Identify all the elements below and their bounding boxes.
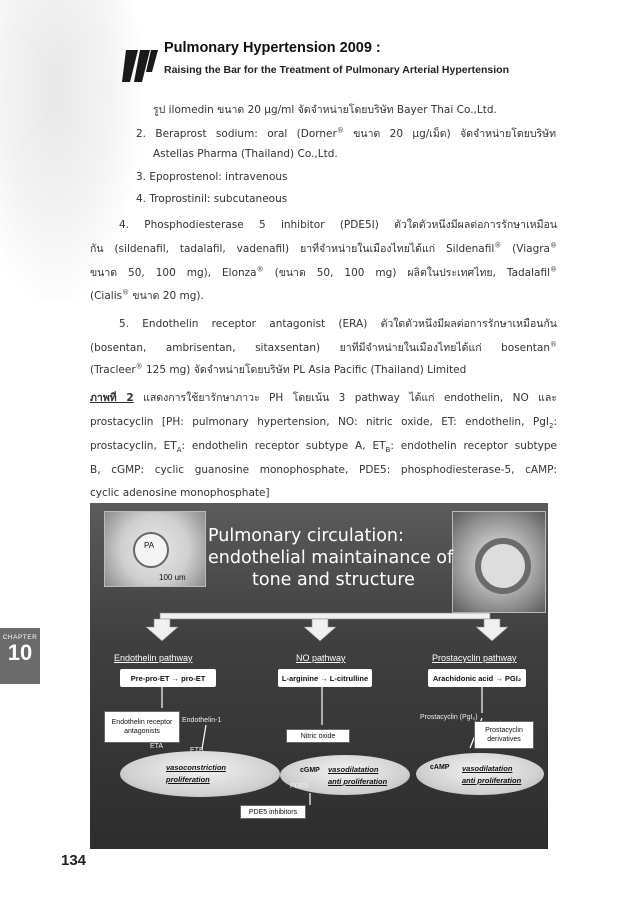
cgmp-label: cGMP xyxy=(300,767,320,774)
caption-line-2 xyxy=(90,415,557,429)
pde5-line-4 xyxy=(90,289,204,303)
era-line-3-b: 125 mg) จัดจำหน่ายโดยบริษัท PL Asia Pacific (Thailand) Limited xyxy=(142,364,467,376)
figure-title-line-1: Pulmonary circulation: xyxy=(208,526,404,546)
vasodilatation-prostacyclin-label: vasodilatation xyxy=(462,764,513,773)
era-line-2 xyxy=(90,341,557,355)
subscript-a: A xyxy=(176,446,182,453)
caption-line-4-text: B, cGMP: cyclic guanosine monophosphate, PDE5: phosphodiesterase-5, cAMP: xyxy=(90,464,557,476)
prostacyclin-pgi2-label: Prostacyclin (PgI₂) xyxy=(420,714,478,721)
header-subtitle: Raising the Bar for the Treatment of Pulmonary Arterial Hypertension xyxy=(164,64,510,76)
camp-label: cAMP xyxy=(430,764,450,771)
arrow-endothelin xyxy=(146,619,178,641)
era-line-3-a: (Tracleer xyxy=(90,364,136,376)
caption-line-1-a: แสดงการใช้ยารักษาภาวะ PH โดยเน้น 3 pathway ได้แก่ endothelin, NO และ xyxy=(133,392,557,404)
caption-line-3-b: : endothelin receptor subtype A, ET xyxy=(181,440,386,452)
top-branch-bar xyxy=(160,613,490,619)
chapter-tab xyxy=(0,628,40,684)
pde5-line-4-a: (Cialis xyxy=(90,290,123,302)
list-item-beraprost xyxy=(136,127,556,141)
prostacyclin-effect-ellipse xyxy=(416,753,544,795)
no-pathway-label: NO pathway xyxy=(296,653,346,663)
journal-logo-icon xyxy=(120,46,160,86)
figure-title-line-3: tone and structure xyxy=(252,570,415,590)
anti-proliferation-no-label: anti proliferation xyxy=(328,777,388,786)
caption-line-2-a: prostacyclin [PH: pulmonary hypertension, NO: nitric oxide, ET: endothelin, PgI xyxy=(90,416,549,428)
pde5-line-3-text xyxy=(90,266,557,280)
beraprost-line xyxy=(136,127,556,141)
pde5-line-1-text: 4. Phosphodiesterase 5 inhibitor (PDE5I) ตัวใดตัวหนึ่งมีผลต่อการรักษาเหมือน xyxy=(119,219,557,231)
caption-line-5: cyclic adenosine monophosphate] xyxy=(90,487,270,499)
list-item-beraprost-cont: Astellas Pharma (Thailand) Co.,Ltd. xyxy=(153,148,338,160)
pde5-inhibitors-box: PDE5 inhibitors xyxy=(240,805,306,819)
subscript-2: 2 xyxy=(548,422,554,429)
registered-mark: ® xyxy=(122,288,130,297)
prostacyclin-precursor-box: Arachidonic acid → PGI₂ xyxy=(428,669,526,687)
era-line-1-text: 5. Endothelin receptor antagonist (ERA) ตัวใดตัวหนึ่งมีผลต่อการรักษาเหมือนกัน xyxy=(119,318,557,330)
pde5-line-2 xyxy=(90,242,557,256)
no-precursor-box: L-arginine → L-citrulline xyxy=(278,669,372,687)
micrograph-scale-label: 100 um xyxy=(159,573,186,582)
pulmonary-circulation-figure xyxy=(90,503,548,849)
registered-mark: ® xyxy=(256,266,264,274)
subscript-b: B xyxy=(385,446,391,453)
caption-line-3 xyxy=(90,439,557,453)
figure-title-line-2: endothelial maintainance of xyxy=(208,548,454,568)
prostacyclin-derivatives-box: Prostacyclin derivatives xyxy=(474,721,534,749)
prostacyclin-pathway-label: Prostacyclin pathway xyxy=(432,653,517,663)
registered-mark: ® xyxy=(494,242,502,250)
registered-mark: ® xyxy=(550,266,557,274)
pde5-label: PDE5 xyxy=(290,783,309,790)
caption-line-3-text xyxy=(90,439,557,453)
era-line-1 xyxy=(119,317,557,331)
vasoconstriction-label: vasoconstriction xyxy=(166,763,227,772)
pde5-line-2-a: กัน (sildenafil, tadalafil, vadenafil) ยาที่จำหน่ายในเมืองไทยได้แก่ Sildenafil xyxy=(90,243,495,255)
registered-mark: ® xyxy=(550,341,557,349)
beraprost-text: 2. Beraprost sodium: oral (Dorner xyxy=(136,128,337,140)
pde5-line-2-b: (Viagra xyxy=(501,243,550,255)
pde5-line-3-b: (ขนาด 50, 100 mg) ผลิตในประเทศไทย, Tadalafil xyxy=(263,267,550,279)
caption-colon: : xyxy=(553,416,557,428)
endothelin-pathway-label: Endothelin pathway xyxy=(114,653,193,663)
proliferation-endothelin-label: proliferation xyxy=(166,775,210,784)
eta-label: ETA xyxy=(150,743,164,750)
page-number: 134 xyxy=(61,852,87,869)
endothelin-effect-ellipse xyxy=(120,751,280,797)
caption-line-1 xyxy=(90,391,557,405)
registered-mark: ® xyxy=(336,127,344,135)
list-item-epoprostenol: 3. Epoprostenol: intravenous xyxy=(136,171,288,183)
pde5-line-2-text xyxy=(90,242,557,256)
pde5-line-3-a: ขนาด 50, 100 mg), Elonza xyxy=(90,267,257,279)
figure-label: ภาพที่ 2 xyxy=(90,392,134,404)
caption-line-4 xyxy=(90,463,557,477)
micrograph-label-pa: PA xyxy=(144,541,155,550)
endothelin-receptor-antagonists-box: Endothelin receptor antagonists xyxy=(104,711,180,743)
caption-line-2-text xyxy=(90,415,557,429)
chapter-number: 10 xyxy=(7,640,33,665)
endothelin-precursor-box: Pre-pro-ET → pro-ET xyxy=(120,669,216,687)
header-title: Pulmonary Hypertension 2009 : xyxy=(164,40,381,56)
beraprost-text-cont: ขนาด 20 µg/เม็ด) จัดจำหน่ายโดยบริษัท xyxy=(343,128,556,140)
arrow-prostacyclin xyxy=(476,619,508,641)
running-header xyxy=(120,40,580,90)
caption-line-1-text xyxy=(90,391,557,405)
era-line-2-a: (bosentan, ambrisentan, sitaxsentan) ยาที่มีจำหน่ายในเมืองไทยได้แก่ bosentan xyxy=(90,342,550,354)
nitric-oxide-box: Nitric oxide xyxy=(286,729,350,743)
caption-line-3-a: prostacyclin, ET xyxy=(90,440,177,452)
pde5-line-3 xyxy=(90,266,557,280)
arrow-no xyxy=(304,619,336,641)
registered-mark: ® xyxy=(135,362,143,371)
list-item-treprostinil: 4. Troprostinil: subcutaneous xyxy=(136,193,288,205)
era-line-3 xyxy=(90,363,466,377)
vasodilatation-no-label: vasodilatation xyxy=(328,765,379,774)
list-item-iloprost: รูป ilomedin ขนาด 20 µg/ml จัดจำหน่ายโดยบริษัท Bayer Thai Co.,Ltd. xyxy=(153,104,497,116)
anti-proliferation-prostacyclin-label: anti proliferation xyxy=(462,776,522,785)
era-line-2-text xyxy=(90,341,557,355)
chapter-word: CHAPTER xyxy=(2,634,38,641)
registered-mark: ® xyxy=(550,242,557,250)
pde5-line-1 xyxy=(119,218,557,232)
endothelin-1-label: Endothelin-1 xyxy=(182,717,222,724)
pde5-line-4-b: ขนาด 20 mg). xyxy=(129,290,204,302)
caption-line-3-c: : endothelin receptor subtype xyxy=(390,440,557,452)
